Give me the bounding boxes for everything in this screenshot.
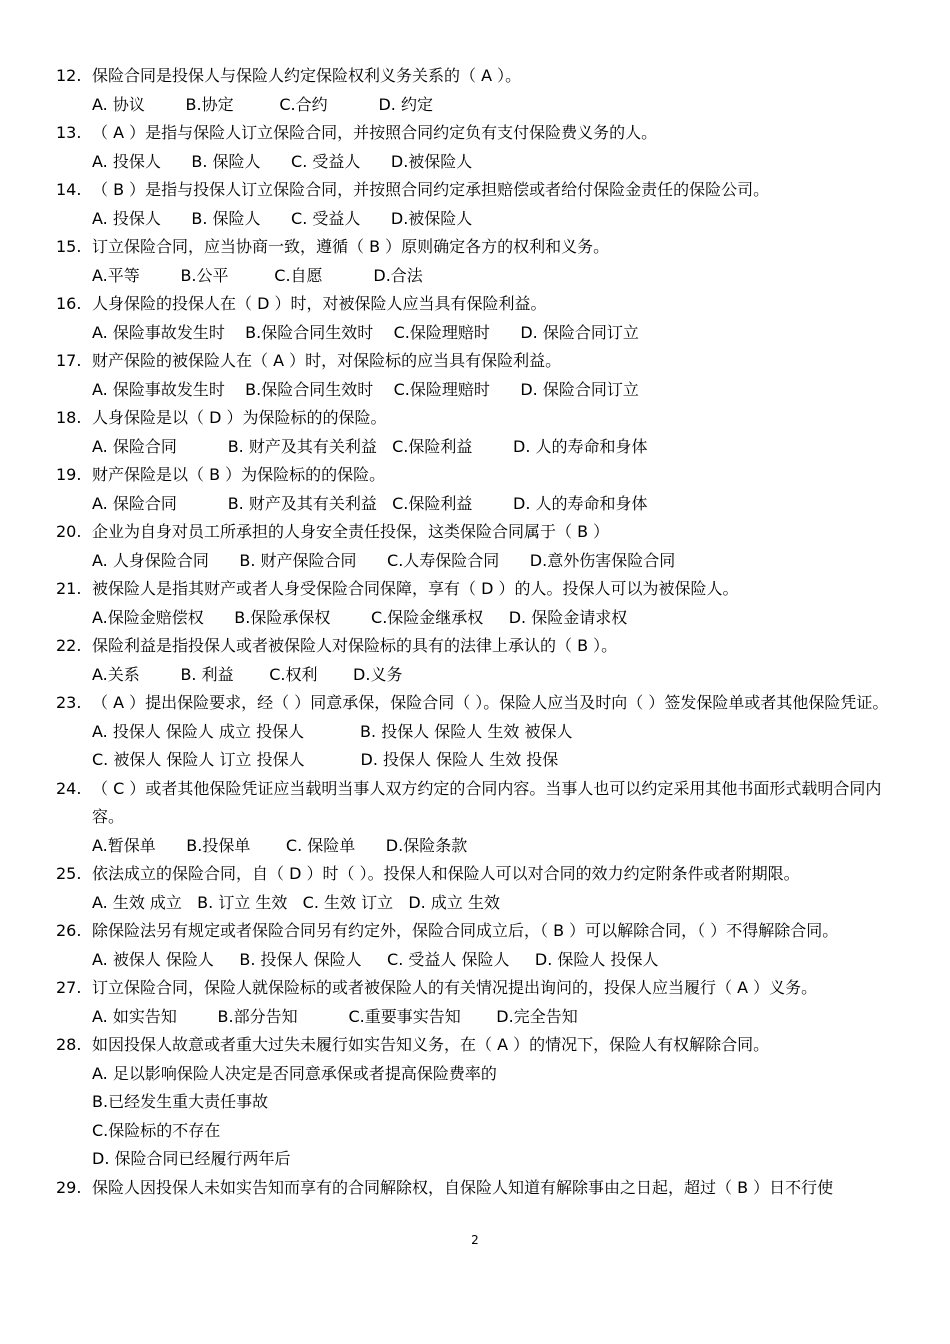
answer-options: C. 被保人 保险人 订立 投保人 D. 投保人 保险人 生效 投保 [92,750,559,769]
question-number: 16. [56,294,82,313]
question-stem: 如因投保人故意或者重大过失未履行如实告知义务，在（ A ）的情况下，保险人有权解除合同。 [92,1035,770,1054]
answer-options: A. 协议 B.协定 C.合约 D. 约定 [92,94,433,114]
question-stem-line [56,62,898,91]
answer-options: A. 保险事故发生时 B.保险合同生效时 C.保险理赔时 D. 保险合同订立 [92,322,639,342]
question-stem: 企业为自身对员工所承担的人身安全责任投保，这类保险合同属于（ B ） [92,522,610,541]
question-number: 28. [56,1035,82,1054]
question-stem: 保险利益是指投保人或者被保险人对保险标的具有的法律上承认的（ B ）。 [92,636,618,655]
question-number: 25. [56,864,82,883]
answer-options: A.关系 B. 利益 C.权利 D.义务 [92,664,403,684]
question-number: 14. [56,180,82,199]
question-stem-line [56,290,898,319]
question-item [56,119,898,176]
answer-options: A. 投保人 保险人 成立 投保人 B. 投保人 保险人 生效 被保人 [92,721,573,741]
question-number: 27. [56,978,82,997]
question-item [56,775,898,861]
question-stem: 人身保险是以（ D ）为保险标的的保险。 [92,408,387,427]
question-stem: 除保险法另有规定或者保险合同另有约定外，保险合同成立后，（ B ）可以解除合同，（ ）不得解除合同。 [92,921,839,940]
question-stem-line [56,917,898,946]
question-stem: （ A ）提出保险要求，经（ ）同意承保，保险合同（ ）。保险人应当及时向（ ）签发保险单或者其他保险凭证。 [92,693,889,712]
question-item [56,632,898,689]
question-stem: 人身保险的投保人在（ D ）时，对被保险人应当具有保险利益。 [92,294,547,313]
answer-options: D. 保险合同已经履行两年后 [92,1149,291,1168]
question-stem-line [56,860,898,889]
answer-options: A. 保险事故发生时 B.保险合同生效时 C.保险理赔时 D. 保险合同订立 [92,379,639,399]
question-item [56,290,898,347]
question-stem: 保险合同是投保人与保险人约定保险权利义务关系的（ A ）。 [92,66,522,85]
question-item [56,233,898,290]
question-item [56,176,898,233]
question-stem-line [56,119,898,148]
question-stem-line [56,1174,898,1203]
question-item [56,404,898,461]
answer-options: A. 投保人 B. 保险人 C. 受益人 D.被保险人 [92,208,473,228]
question-item [56,1174,898,1203]
question-stem: 保险人因投保人未如实告知而享有的合同解除权，自保险人知道有解除事由之日起，超过（ B ）日不行使 [92,1177,834,1197]
answer-options: C.保险标的不存在 [92,1120,221,1140]
question-stem: 订立保险合同，保险人就保险标的或者被保险人的有关情况提出询问的，投保人应当履行（ A ）义务。 [92,978,818,997]
question-stem-line [56,404,898,433]
question-stem: 财产保险是以（ B ）为保险标的的保险。 [92,465,386,484]
question-number: 23. [56,693,82,712]
question-stem: 订立保险合同，应当协商一致，遵循（ B ）原则确定各方的权利和义务。 [92,237,610,256]
question-stem-line [56,775,898,832]
question-number: 19. [56,465,82,484]
answer-options: B.已经发生重大责任事故 [92,1092,269,1111]
question-stem-line [56,176,898,205]
answer-options: A.暂保单 B.投保单 C. 保险单 D.保险条款 [92,835,468,855]
question-stem-line [56,461,898,490]
question-item [56,689,898,775]
answer-options: A. 被保人 保险人 B. 投保人 保险人 C. 受益人 保险人 D. 保险人 投保人 [92,949,659,969]
question-item [56,347,898,404]
answer-options: A. 保险合同 B. 财产及其有关利益 C.保险利益 D. 人的寿命和身体 [92,436,648,456]
question-number: 20. [56,522,82,541]
question-number: 22. [56,636,82,655]
question-number: 21. [56,579,82,598]
question-stem-line [56,347,898,376]
question-stem: （ C ）或者其他保险凭证应当载明当事人双方约定的合同内容。当事人也可以约定采用其他书面形式载明合同内容。 [92,778,882,826]
answer-options: A. 生效 成立 B. 订立 生效 C. 生效 订立 D. 成立 生效 [92,892,500,912]
question-stem-line [56,518,898,547]
question-item [56,575,898,632]
question-stem: （ B ）是指与投保人订立保险合同，并按照合同约定承担赔偿或者给付保险金责任的保险公司。 [92,180,770,199]
question-stem-line [56,689,898,718]
question-stem: （ A ）是指与保险人订立保险合同，并按照合同约定负有支付保险费义务的人。 [92,123,658,142]
question-item [56,917,898,974]
question-item [56,461,898,518]
question-item [56,518,898,575]
answer-options: A. 投保人 B. 保险人 C. 受益人 D.被保险人 [92,151,473,171]
question-stem-line [56,575,898,604]
question-number: 18. [56,408,82,427]
question-stem: 财产保险的被保险人在（ A ）时，对保险标的应当具有保险利益。 [92,351,562,370]
question-number: 15. [56,237,82,256]
question-item [56,974,898,1031]
answer-options: A. 如实告知 B.部分告知 C.重要事实告知 D.完全告知 [92,1006,578,1026]
answer-options: A.平等 B.公平 C.自愿 D.合法 [92,265,423,285]
answer-options: A. 足以影响保险人决定是否同意承保或者提高保险费率的 [92,1063,497,1083]
answer-options: A. 人身保险合同 B. 财产保险合同 C.人寿保险合同 D.意外伤害保险合同 [92,550,676,570]
question-item [56,1031,898,1174]
answer-options: A.保险金赔偿权 B.保险承保权 C.保险金继承权 D. 保险金请求权 [92,607,628,627]
question-number: 26. [56,921,82,940]
answer-options: A. 保险合同 B. 财产及其有关利益 C.保险利益 D. 人的寿命和身体 [92,493,648,513]
question-number: 12. [56,66,82,85]
question-stem-line [56,1031,898,1060]
question-item [56,860,898,917]
question-number: 29. [56,1177,82,1197]
question-list [56,62,898,1202]
question-stem-line [56,233,898,262]
question-number: 13. [56,123,82,142]
question-stem-line [56,632,898,661]
question-stem: 依法成立的保险合同，自（ D ）时（ ）。投保人和保险人可以对合同的效力约定附条件或者附期限。 [92,864,800,883]
question-number: 17. [56,351,82,370]
question-stem-line [56,974,898,1003]
question-stem: 被保险人是指其财产或者人身受保险合同保障，享有（ D ）的人。投保人可以为被保险人。 [92,579,739,598]
page-number: 2 [471,1233,479,1247]
question-number: 24. [56,778,82,798]
question-item [56,62,898,119]
